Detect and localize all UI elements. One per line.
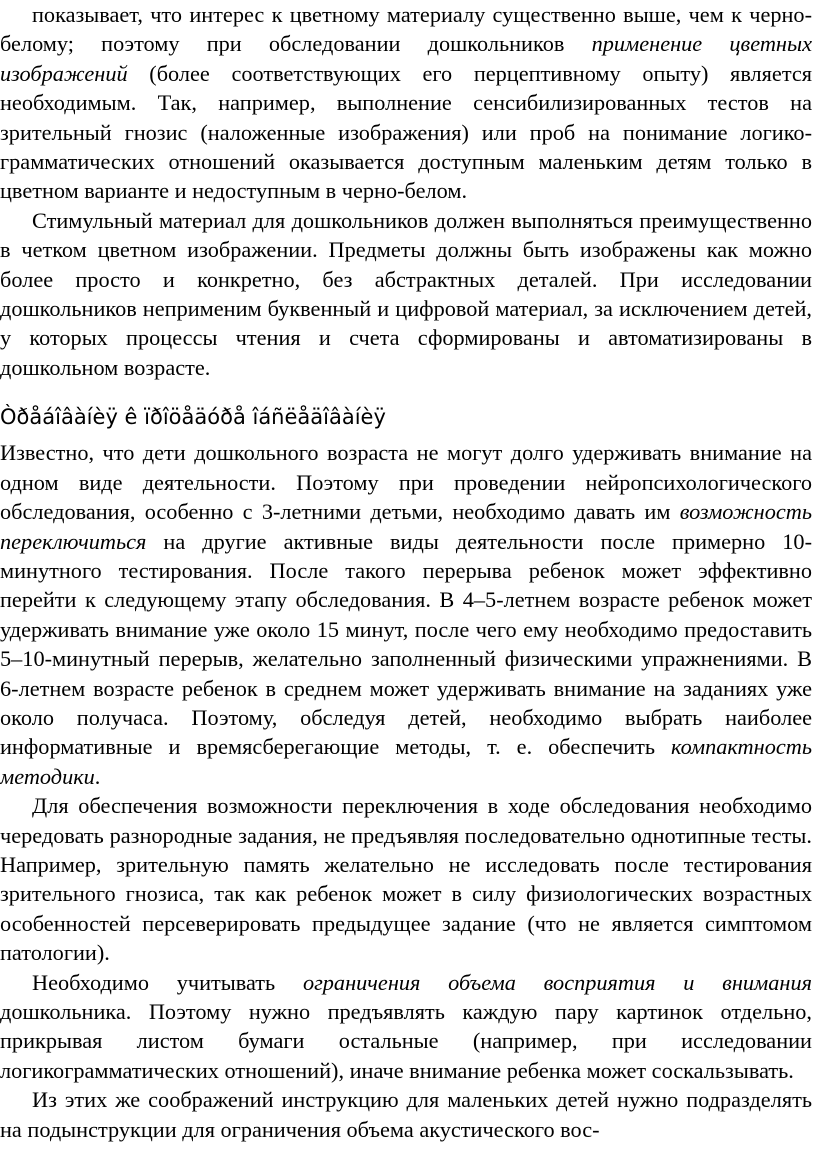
paragraph-text: Известно, что дети дошкольного возраста не могут долго удерживать внимание на одном виде деятельности. Поэтому при проведении нейропсихологического обследования, особенно с 3-летними детьми, необходимо давать им: [0, 440, 812, 525]
paragraph-text: Необходимо учитывать: [32, 969, 303, 995]
paragraph-task-alternation: Для обеспечения возможности переключения в ходе обследования необходимо чередовать разнородные задания, не предъявляя последовательно однотипные тесты. Например, зрительную память желательно не исследовать после тестирования зрительного гнозиса, так как ребенок может в силу физиологических возрастных особенностей персеверировать предыдущее задание (что не является симптомом патологии).: [0, 793, 812, 966]
section-heading: Òðåáîâàíèÿ ê ïðîöåäóðå îáñëåäîâàíèÿ: [0, 405, 386, 430]
paragraph-attention-span: [0, 438, 812, 791]
paragraph-instructions: Из этих же соображений инструкцию для маленьких детей нужно подразделять на подынструкции для ограничения объема акустического вос-: [0, 1087, 812, 1142]
paragraph-text: показывает, что интерес к цветному материалу существенно выше, чем к черно-белому; поэтому при обследовании дошкольников: [0, 2, 812, 57]
emphasis-text: применение цветных изображений: [0, 31, 812, 86]
paragraph-text: дошкольника. Поэтому нужно предъявлять каждую пару картинок отдельно, прикрывая листом бумаги остальные (например, при исследовании логикограмматических отношений), иначе внимание ребенка может соскальзывать.: [0, 999, 812, 1083]
paragraph-perception-limits: [0, 968, 812, 1086]
paragraph-text: на другие активные виды деятельности после примерно 10-минутного тестирования. После такого перерыва ребенок может эффективно перейти к следующему этапу обследования. В 4–5-летнем возрасте ребенок может удерживать внимание уже около 15 минут, после чего ему необходимо предоставить 5–10-минутный перерыв, желательно заполненный физическими упражнениями. В 6-летнем возрасте ребенок в среднем может удерживать внимание на заданиях уже около получаса. Поэтому, обследуя детей, необходимо выбрать наиболее информативные и времясберегающие методы, т. е. обеспечить: [0, 528, 812, 760]
emphasis-text: компактность методики: [0, 734, 812, 789]
paragraph-stimulus-material: Стимульный материал для дошкольников должен выполняться преимущественно в четком цветном изображении. Предметы должны быть изображены как можно более просто и конкретно, без абстрактных деталей. При исследовании дошкольников неприменим буквенный и цифровой материал, за исключением детей, у которых процессы чтения и счета сформированы и автоматизированы в дошкольном возрасте.: [0, 207, 812, 380]
emphasis-text: возможность переключиться: [0, 499, 812, 554]
paragraph-text: .: [94, 763, 101, 789]
paragraph-color-material: [0, 0, 812, 206]
emphasis-text: ограничения объема восприятия и внимания: [302, 969, 812, 995]
paragraph-text: (более соответствующих его перцептивному опыту) является необходимым. Так, например, выполнение сенсибилизированных тестов на зрительный гнозис (наложенные изображения) или проб на понимание логико-грамматических отношений оказывается доступным маленьким детям только в цветном варианте и недоступным в черно-белом.: [0, 60, 812, 204]
